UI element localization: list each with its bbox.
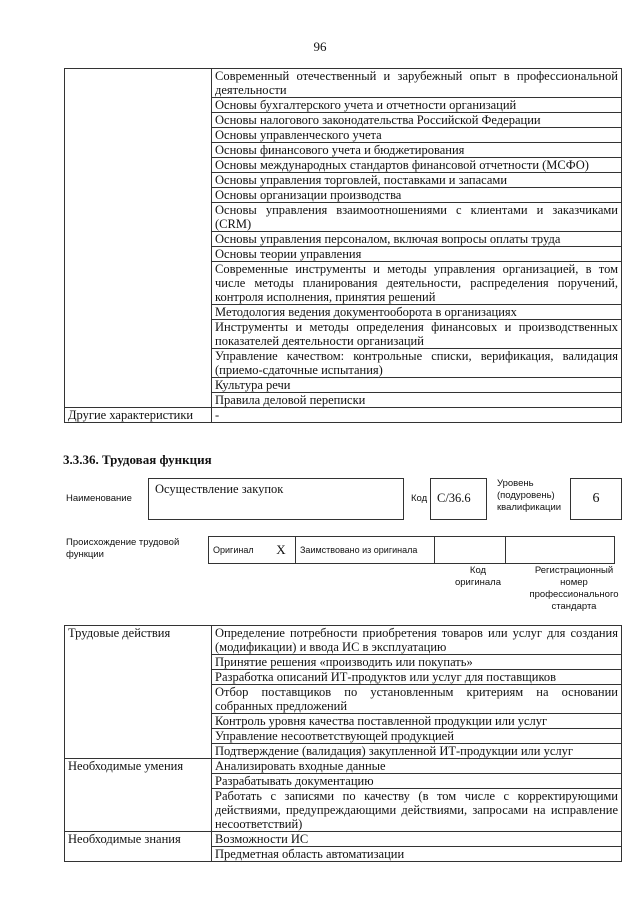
other-characteristics-label: Другие характеристики	[65, 408, 212, 423]
table-cell: Основы финансового учета и бюджетирования	[212, 143, 622, 158]
table-cell: Принятие решения «производить или покупать»	[212, 655, 622, 670]
table-cell: Правила деловой переписки	[212, 393, 622, 408]
table-cell: Определение потребности приобретения товаров или услуг для создания (модификации) и ввода ИС в эксплуатацию	[212, 626, 622, 655]
table-cell: Методология ведения документооборота в организациях	[212, 305, 622, 320]
table-row	[65, 408, 622, 423]
table-cell: Основы управления персоналом, включая вопросы оплаты труда	[212, 232, 622, 247]
original-mark: X	[267, 537, 296, 564]
table-cell: Управление несоответствующей продукцией	[212, 729, 622, 744]
table-cell: Основы налогового законодательства Российской Федерации	[212, 113, 622, 128]
other-characteristics-value: -	[212, 408, 622, 423]
empty-label-cell	[65, 69, 212, 408]
code-value: С/36.6	[437, 491, 471, 505]
table-cell: Контроль уровня качества поставленной продукции или услуг	[212, 714, 622, 729]
table-row	[65, 759, 622, 774]
original-code-cell	[435, 537, 506, 564]
knowledge-table	[64, 68, 622, 423]
origin-table	[208, 536, 615, 564]
table-cell: Управление качеством: контрольные списки, верификация, валидация (приемо-сдаточные испытания)	[212, 349, 622, 378]
table-row	[65, 69, 622, 98]
original-label: Оригинал	[209, 537, 268, 564]
code-field	[430, 478, 487, 520]
table-cell: Основы бухгалтерского учета и отчетности организаций	[212, 98, 622, 113]
table-cell: Подтверждение (валидация) закупленной ИТ-продукции или услуг	[212, 744, 622, 759]
table-cell: Культура речи	[212, 378, 622, 393]
table-cell: Отбор поставщиков по установленным критериям на основании собранных предложений	[212, 685, 622, 714]
registration-number-cell	[506, 537, 615, 564]
table-cell: Основы теории управления	[212, 247, 622, 262]
level-label: Уровень (подуровень) квалификации	[497, 478, 562, 513]
level-field	[570, 478, 622, 520]
code-label: Код	[411, 493, 428, 504]
skills-label: Необходимые умения	[65, 759, 212, 832]
table-cell: Разработка описаний ИТ-продуктов или услуг для поставщиков	[212, 670, 622, 685]
labor-function-table	[64, 625, 622, 862]
table-cell: Анализировать входные данные	[212, 759, 622, 774]
section-title: 3.3.36. Трудовая функция	[63, 452, 212, 467]
table-cell: Основы управления торговлей, поставками и запасами	[212, 173, 622, 188]
table-cell: Разрабатывать документацию	[212, 774, 622, 789]
table-cell: Современные инструменты и методы управления организацией, в том числе методы планирования деятельности, распределения поручений, контроля исполнения, принятия решений	[212, 262, 622, 305]
code-original-caption: Код оригинала	[454, 565, 501, 588]
table-cell: Основы управления взаимоотношениями с клиентами и заказчиками (CRM)	[212, 203, 622, 232]
table-row	[209, 537, 615, 564]
level-value: 6	[592, 491, 600, 506]
table-cell: Возможности ИС	[212, 832, 622, 847]
table-cell: Современный отечественный и зарубежный опыт в профессиональной деятельности	[212, 69, 622, 98]
table-cell: Основы организации производства	[212, 188, 622, 203]
borrowed-label: Заимствовано из оригинала	[296, 537, 435, 564]
origin-label: Происхождение трудовой функции	[66, 537, 180, 560]
table-cell: Основы международных стандартов финансовой отчетности (МСФО)	[212, 158, 622, 173]
table-row	[65, 626, 622, 655]
knowledge-label: Необходимые знания	[65, 832, 212, 862]
name-label: Наименование	[66, 493, 132, 504]
registration-number-caption: Регистрационный номер профессионального стандарта	[529, 565, 619, 612]
table-cell: Работать с записями по качеству (в том числе с корректирующими действиями, предупреждающими действиями, запросами на исправление несоответствий)	[212, 789, 622, 832]
table-cell: Основы управленческого учета	[212, 128, 622, 143]
table-row	[65, 832, 622, 847]
labor-actions-label: Трудовые действия	[65, 626, 212, 759]
table-cell: Инструменты и методы определения финансовых и производственных показателей деятельности организаций	[212, 320, 622, 349]
name-field	[148, 478, 404, 520]
table-cell: Предметная область автоматизации	[212, 847, 622, 862]
name-value: Осуществление закупок	[155, 482, 284, 496]
page-number: 96	[313, 39, 327, 54]
